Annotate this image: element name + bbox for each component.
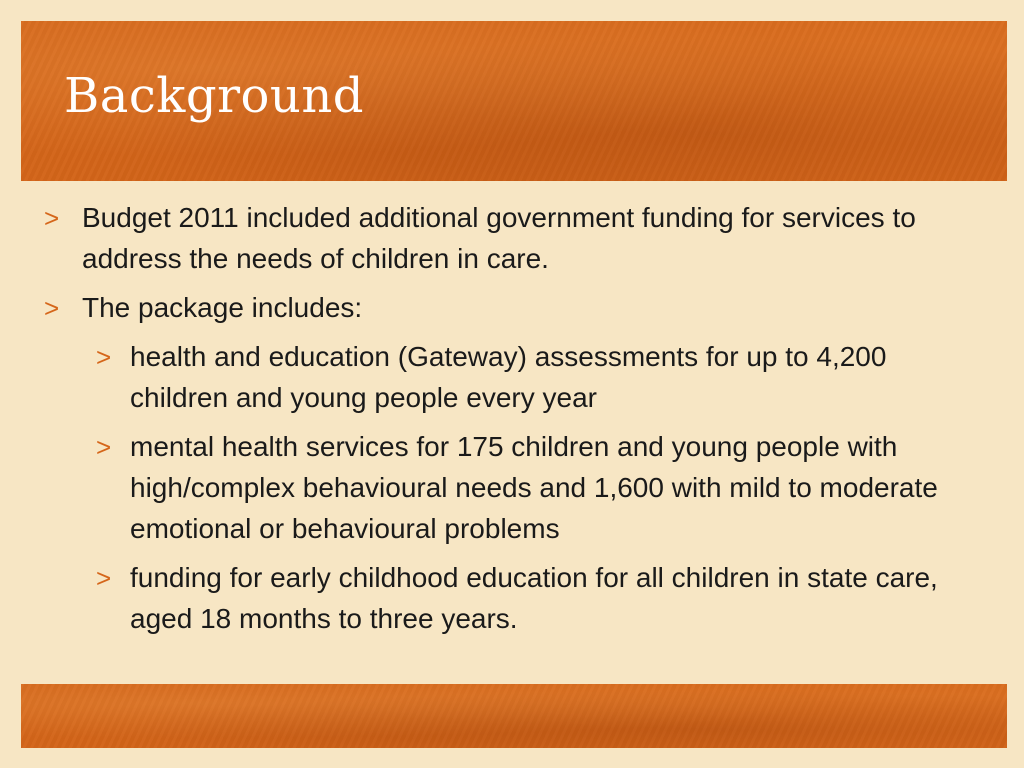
bullet-chevron-icon: >	[96, 342, 112, 372]
bullet-chevron-icon: >	[96, 563, 112, 593]
bullet-text: Budget 2011 included additional government funding for services to address the needs of children in care.	[82, 202, 916, 274]
slide-title: Background	[64, 68, 364, 124]
sub-bullet-text: mental health services for 175 children and young people with high/complex behavioural needs and 1,600 with mild to moderate emotional or behavioural problems	[130, 431, 938, 544]
sub-bullet-text: funding for early childhood education for all children in state care, aged 18 months to three years.	[130, 562, 938, 634]
bullet-item	[0, 287, 942, 328]
sub-bullet-item	[0, 426, 942, 549]
sub-bullet-item	[0, 557, 942, 639]
bullet-chevron-icon: >	[44, 293, 60, 323]
bullet-item	[0, 197, 942, 279]
footer-band	[21, 684, 1007, 748]
bullet-chevron-icon: >	[96, 432, 112, 462]
sub-bullet-item	[0, 336, 942, 418]
sub-bullet-text: health and education (Gateway) assessments for up to 4,200 children and young people every year	[130, 341, 887, 413]
bullet-text: The package includes:	[82, 292, 363, 323]
bullet-chevron-icon: >	[44, 203, 60, 233]
bullet-list	[0, 197, 1024, 647]
